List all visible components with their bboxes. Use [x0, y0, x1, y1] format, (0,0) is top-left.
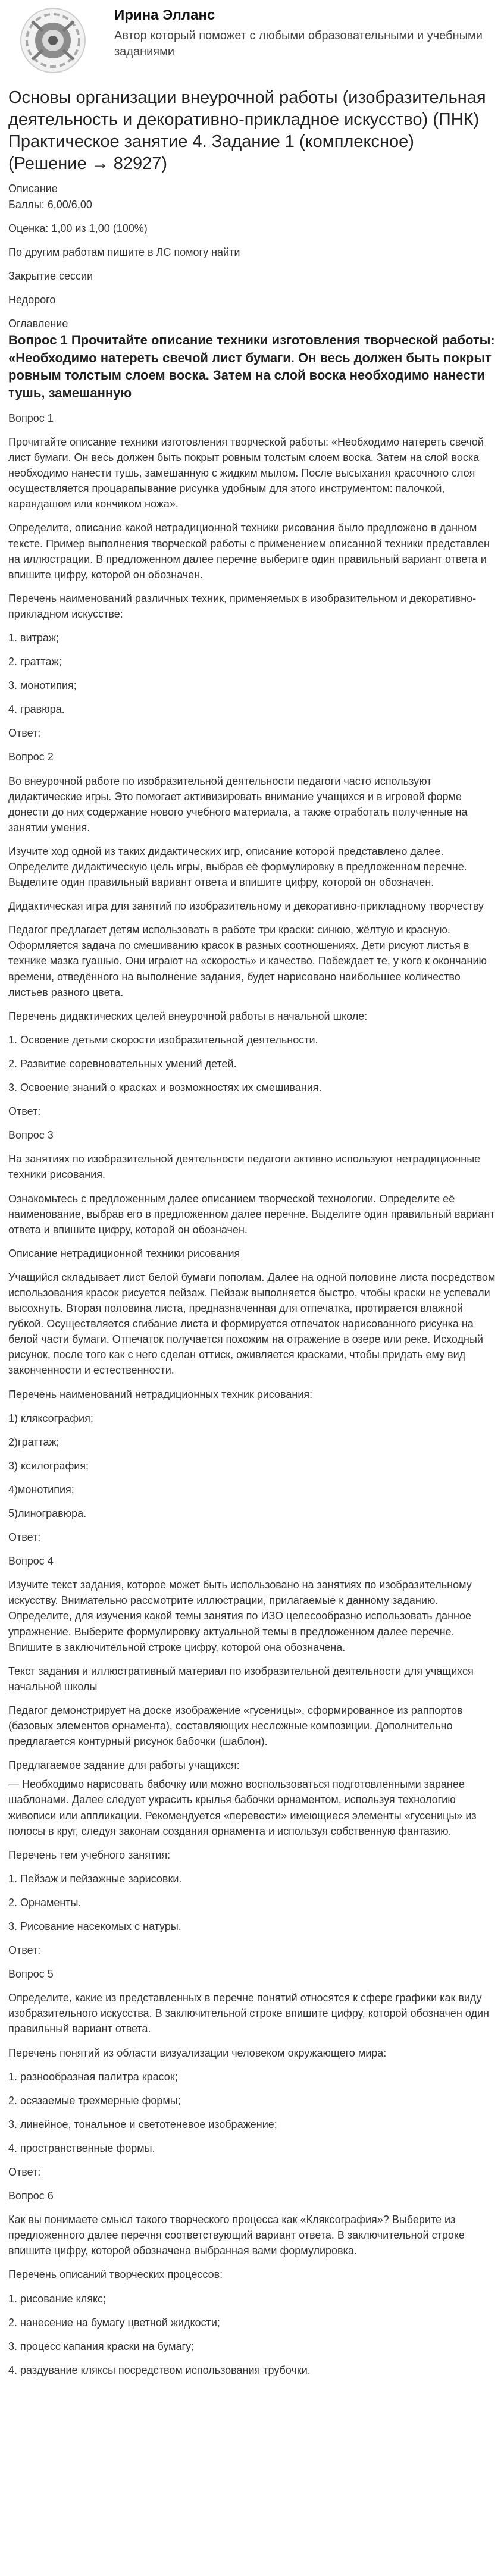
question-3-list-title: Перечень наименований нетрадиционных техник рисования: [8, 1388, 313, 1400]
question-6-label: Вопрос 6 [8, 2190, 54, 2202]
list-item: 2. Развитие соревновательных умений детей. [8, 1057, 237, 1070]
list-item: 2. нанесение на бумагу цветной жидкости; [8, 2316, 220, 2329]
grade: Оценка: 1,00 из 1,00 (100%) [8, 222, 148, 234]
list-item: 3) ксилография; [8, 1459, 89, 1472]
question-5-list-title: Перечень понятий из области визуализации человеком окружающего мира: [8, 2047, 387, 2059]
list-item: 1. разнообразная палитра красок; [8, 2070, 178, 2083]
list-item: 1) кляксография; [8, 1412, 93, 1424]
question-4-assignment-title: Предлагаемое задание для работы учащихся: [8, 1759, 240, 1772]
list-item: 2. осязаемые трехмерные формы; [8, 2094, 181, 2107]
answer-label: Ответ: [8, 727, 41, 739]
question-1-text: Прочитайте описание техники изготовления творческой работы: «Необходимо натереть свечой лист бумаги. Он весь должен быть покрыт ровным толстым слоем воска. Затем на слой воска необходимо нанести тушь, замешанную с жидким мылом. После высыхания красочного слоя осуществляется процарапывание рисунка удобным для этого инструментом: палочкой, карандашом или кончиком ножа». [8, 435, 484, 510]
question-2-task: Изучите ход одной из таких дидактических игр, описание которой представлено далее. Определите дидактическую цель игры, выбрав её формулировку в предложенном перечне. Выделите один правильный вариант ответа и впишите цифру, которой он обозначен. [8, 845, 467, 889]
list-item: 1. Пейзаж и пейзажные зарисовки. [8, 1872, 182, 1885]
question-2-game-text: Педагог предлагает детям использовать в работе три краски: синюю, жёлтую и красную. Оформляется задача по смешиванию красок в разных соотношениях. Дети рисуют листья в технике мазка гуашью. Они играют на «скорость» и качество. Побеждает те, у кого к окончанию времени, отведённого на выполнение задания, будет нарисовано наибольшее количество листьев разного цвета. [8, 924, 487, 998]
question-6-text: Как вы понимаете смысл такого творческого процесса как «Кляксография»? Выберите из предложенного далее перечня соответствующий вариант ответа. В заключительной строке впишите цифру, которой обозначена выбранная вами формулировка. [8, 2214, 465, 2257]
question-2-text: Во внеурочной работе по изобразительной деятельности педагоги часто используют дидактические игры. Это помогает активизировать внимание учащихся и в игровой форме донести до них содержание нового учебного материала, а также отработать полученные на занятии умения. [8, 775, 468, 833]
question-2-game-title: Дидактическая игра для занятий по изобразительному и декоративно-прикладному творчеству [8, 900, 484, 913]
question-3-text: На занятиях по изобразительной деятельности педагоги активно используют нетрадиционные техники рисования. [8, 1153, 481, 1181]
list-item: 1. витраж; [8, 631, 59, 644]
question-5-label: Вопрос 5 [8, 1968, 54, 1980]
list-item: 4. раздувание кляксы посредством использования трубочки. [8, 2364, 311, 2376]
answer-label: Ответ: [8, 1531, 41, 1544]
question-1-label: Вопрос 1 [8, 412, 54, 424]
list-item: 3. процесс капания краски на бумагу; [8, 2340, 195, 2352]
list-item: 5)линогравюра. [8, 1508, 87, 1519]
question-3-technique-title: Описание нетрадиционной техники рисования [8, 1247, 240, 1259]
author-description: Автор который поможет с любыми образовательными и учебными заданиями [114, 29, 483, 58]
list-item: 2. Орнаменты. [8, 1896, 82, 1909]
question-2-list-title: Перечень дидактических целей внеурочной работы в начальной школе: [8, 1010, 368, 1022]
avatar[interactable] [8, 5, 98, 76]
answer-label: Ответ: [8, 1105, 41, 1118]
help-note: По другим работам пишите в ЛС помогу найти [8, 246, 240, 258]
author-info [114, 5, 496, 60]
list-item: 3. Рисование насекомых с натуры. [8, 1920, 181, 1932]
list-item: 1. Освоение детьми скорости изобразительной деятельности. [8, 1033, 318, 1046]
page-title: Основы организации внеурочной работы (изобразительная деятельность и декоративно-прикладное искусство) (ПНК) Практическое занятие 4. Задание 1 (комплексное) (Решение → 82927) [8, 88, 486, 174]
status-note: Недорого [8, 293, 56, 306]
question-4-label: Вопрос 4 [8, 1555, 54, 1568]
question-5-text: Определите, какие из представленных в перечне понятий относятся к сфере графики как виду изобразительного искусства. В заключительной строке впишите цифру, которой обозначен один правильный вариант ответа. [8, 1992, 489, 2035]
author-header [8, 5, 496, 76]
score: Баллы: 6,00/6,00 [8, 198, 92, 211]
answer-label: Ответ: [8, 1944, 41, 1957]
toc-label: Оглавление [8, 318, 68, 330]
meta-block [8, 181, 496, 212]
question-2-label: Вопрос 2 [8, 751, 54, 763]
question-4-list-title: Перечень тем учебного занятия: [8, 1848, 171, 1861]
description-label: Описание [8, 183, 58, 195]
question-6-list-title: Перечень описаний творческих процессов: [8, 2268, 223, 2281]
list-item: 4. пространственные формы. [8, 2142, 155, 2154]
list-item: 4)монотипия; [8, 1483, 74, 1496]
question-4-material-text: Педагог демонстрирует на доске изображение «гусеницы», сформированное из раппортов (базовых элементов орнамента), составляющих несложные композиции. Дополнительно предлагается контурный рисунок бабочки (шаблон). [8, 1704, 463, 1748]
question-3-label: Вопрос 3 [8, 1129, 54, 1142]
answer-label: Ответ: [8, 2166, 41, 2178]
author-name[interactable]: Ирина Элланс [114, 7, 215, 23]
close-session: Закрытие сессии [8, 269, 93, 282]
list-item: 3. монотипия; [8, 679, 77, 692]
question-3-technique-text: Учащийся складывает лист белой бумаги пополам. Далее на одной половине листа посредством использования красок рисуется пейзаж. Пейзаж выполняется быстро, чтобы краски не успевали высохнуть. Вторая половина листа, предназначенная для отпечатка, протирается влажной губкой. Осуществляется сгибание листа и формируется отпечаток нарисованного рисунка на белой части бумаги. Отпечаток получается похожим на отражение в озере или реке. Исходный рисунок, после того как с него сделан оттиск, оживляется красками, чтобы придать ему вид законченности и естественности. [8, 1271, 496, 1377]
question-4-assignment-text: — Необходимо нарисовать бабочку или можно воспользоваться подготовленными заранее шаблонами. Далее следует украсить крылья бабочки орнаментом, используя технологию живописи или аппликации. Рекомендуется «перевести» имеющиеся элементы «гусеницы» из полосы в круг, следуя законам создания орнамента и используя собственную фантазию. [8, 1778, 477, 1837]
question-heading: Вопрос 1 Прочитайте описание техники изготовления творческой работы: «Необходимо натереть свечой лист бумаги. Он весь должен быть покрыт ровным толстым слоем воска. Затем на слой воска необходимо нанести тушь, замешанную [8, 333, 495, 401]
list-item: 2. граттаж; [8, 656, 62, 668]
list-item: 4. гравюра. [8, 703, 65, 716]
question-4-material-title: Текст задания и иллюстративный материал по изобразительной деятельности для учащихся начальной школы [8, 1665, 474, 1693]
question-3-task: Ознакомьтесь с предложенным далее описанием творческой технологии. Определите её наименование, выбрав его в предложенном далее перечне. Выделите один правильный вариант ответа и впишите цифру, которой он обозначен. [8, 1192, 495, 1236]
list-item: 3. Освоение знаний о красках и возможностях их смешивания. [8, 1082, 322, 1094]
list-item: 1. рисование клякс; [8, 2292, 107, 2305]
question-1-list-title: Перечень наименований различных техник, применяемых в изобразительном и декоративно-прикладном искусстве: [8, 592, 477, 620]
list-item: 2)граттаж; [8, 1436, 60, 1448]
list-item: 3. линейное, тональное и светотеневое изображение; [8, 2118, 277, 2130]
question-4-text: Изучите текст задания, которое может быть использовано на занятиях по изобразительному искусству. Внимательно рассмотрите иллюстрации, прилагаемые к данному заданию. Определите, для изучения какой темы занятия по ИЗО целесообразно использовать данное упражнение. Выберите формулировку актуальной темы в предложенном далее перечне. Впишите в заключительной строке цифру, которой она обозначена. [8, 1579, 472, 1653]
question-1-task: Определите, описание какой нетрадиционной техники рисования было предложено в данном тексте. Пример выполнения творческой работы с применением описанной техники представлен на иллюстрации. В предложенном далее перечне выберите один правильный вариант ответа и впишите цифру, которой он обозначен. [8, 522, 490, 581]
